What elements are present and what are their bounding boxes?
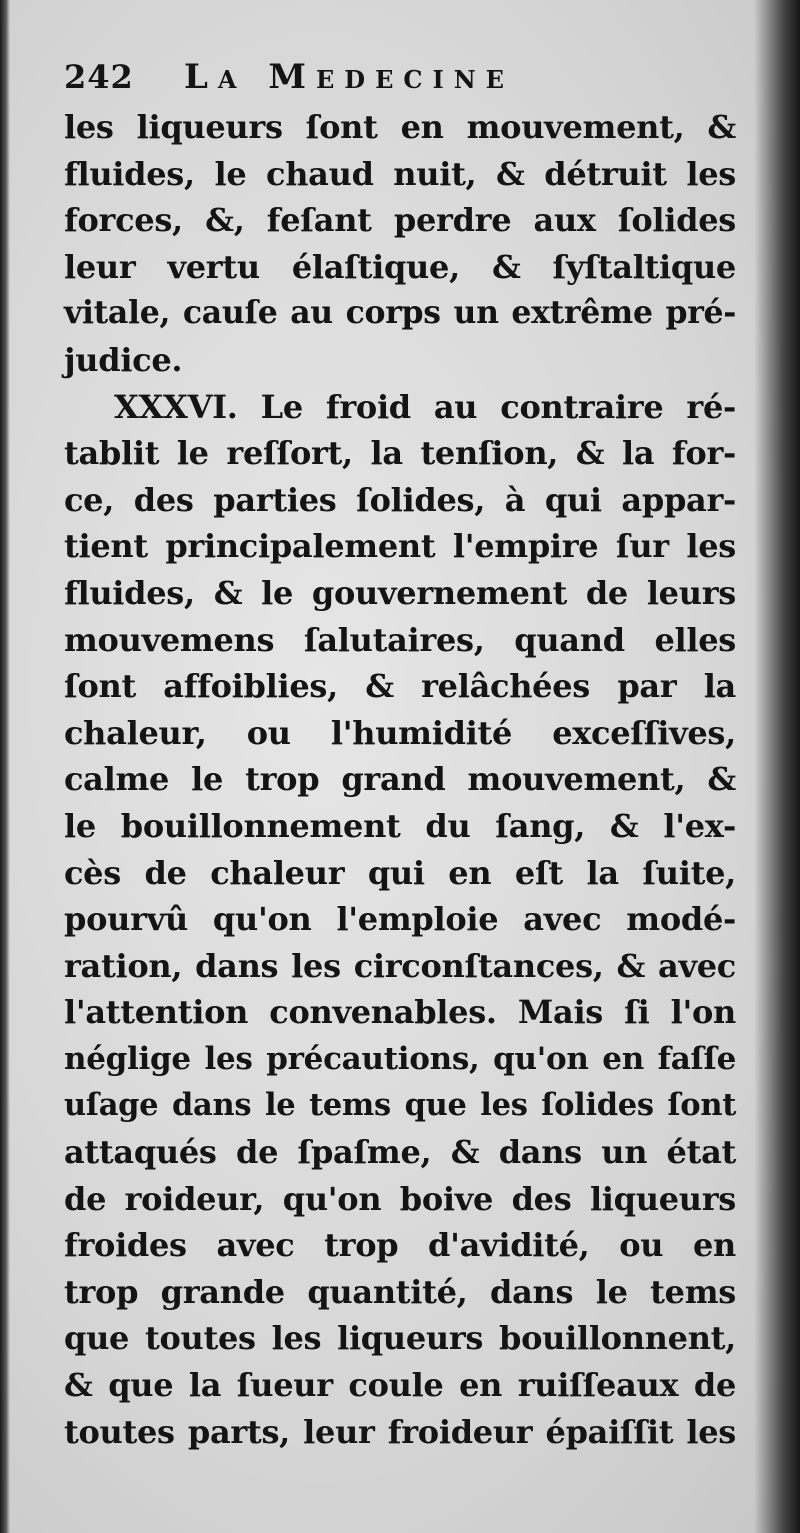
text-line: attaqués de ſpaſme, & dans un état (64, 1133, 736, 1172)
text-line: cès de chaleur qui en eſt la ſuite, (64, 853, 736, 892)
text-line: fluides, le chaud nuit, & détruit les (64, 154, 736, 193)
text-line: le bouillonnement du ſang, & l'ex- (64, 806, 736, 845)
running-title: La Medecine (184, 57, 514, 97)
text-line: & que la ſueur coule en ruiſſeaux de (64, 1366, 736, 1405)
text-line: pourvû qu'on l'emploie avec modé- (64, 900, 736, 939)
text-line: ration, dans les circonſtances, & avec (64, 946, 736, 985)
text-line: mouvemens ſalutaires, quand elles (64, 620, 736, 659)
text-line: tient principalement l'empire ſur les (64, 527, 736, 566)
text-line: uſage dans le tems que les ſolides ſont (64, 1087, 736, 1124)
text-line: froides avec trop d'avidité, ou en (64, 1226, 736, 1265)
text-line: tablit le reſſort, la tenſion, & la for- (64, 434, 736, 473)
text-line: néglige les précautions, qu'on en faſſe (64, 1040, 736, 1077)
section-heading-line: XXXVI. Le froid au contraire ré- (114, 387, 736, 426)
running-head (64, 50, 736, 104)
page-right-edge (754, 0, 800, 1533)
page-number: 242 (64, 58, 134, 96)
text-line: de roideur, qu'on boive des liqueurs (64, 1179, 736, 1218)
text-line: chaleur, ou l'humidité exceſſives, (64, 713, 736, 752)
text-line: fluides, & le gouvernement de leurs (64, 573, 736, 612)
page-left-edge (0, 0, 10, 1533)
text-line: l'attention convenables. Mais ſi l'on (64, 993, 736, 1032)
text-line: calme le trop grand mouvement, & (64, 760, 736, 799)
text-line: les liqueurs ſont en mouvement, & (64, 108, 736, 146)
text-line: vitale, cauſe au corps un extrême pré- (64, 294, 736, 332)
text-line: trop grande quantité, dans le tems (64, 1272, 736, 1311)
text-line: forces, &, feſant perdre aux ſolides (64, 201, 736, 240)
text-line: ce, des parties ſolides, à qui appar- (64, 480, 736, 519)
page-text-block (64, 50, 736, 1455)
text-line: toutes parts, leur froideur épaiſſit les (64, 1412, 736, 1451)
text-line: ſont affoiblies, & relâchées par la (64, 667, 736, 706)
text-line: que toutes les liqueurs bouillonnent, (64, 1319, 736, 1358)
text-line: judice. (64, 340, 183, 379)
text-line: leur vertu élaſtique, & ſyſtaltique (64, 247, 736, 286)
